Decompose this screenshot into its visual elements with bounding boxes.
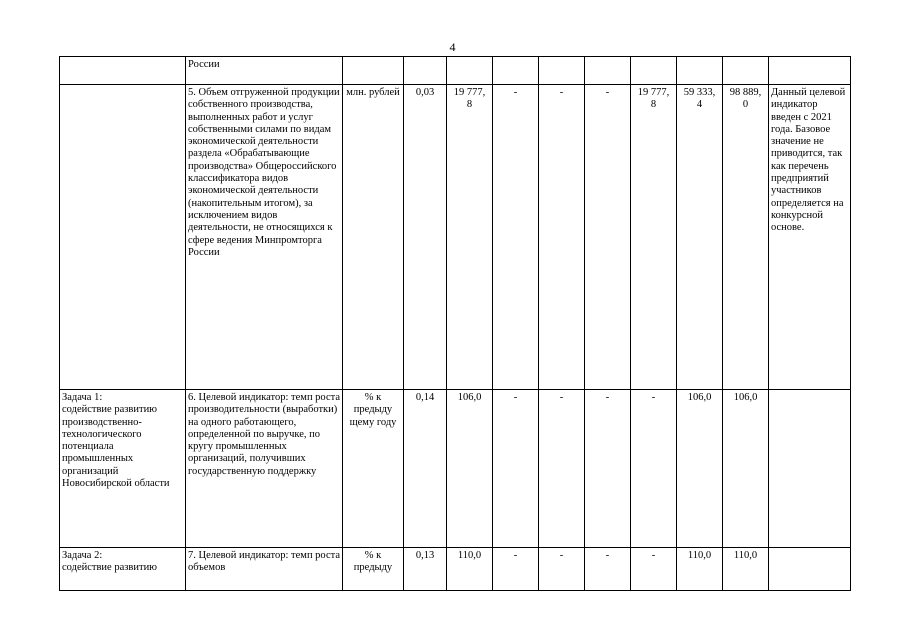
table-row xyxy=(60,548,851,591)
value-cell xyxy=(677,57,723,85)
unit-cell: % к предыду xyxy=(343,548,404,591)
value-cell xyxy=(493,57,539,85)
value-cell: 110,0 xyxy=(723,548,769,591)
table-row xyxy=(60,390,851,548)
unit-cell xyxy=(343,57,404,85)
value-cell: - xyxy=(493,85,539,390)
task-cell: Задача 1: содействие развитию производственно-технологического потенциала промышленных организаций Новосибирской области xyxy=(60,390,186,548)
value-cell: - xyxy=(539,548,585,591)
value-cell: - xyxy=(631,390,677,548)
value-cell: 19 777, 8 xyxy=(447,85,493,390)
value-cell: 110,0 xyxy=(447,548,493,591)
value-cell: 98 889, 0 xyxy=(723,85,769,390)
indicator-cell: 6. Целевой индикатор: темп роста производительности (выработки) на одного работающего, определенной по выручке, по кругу промышленных организаций, получивших государственную поддержку xyxy=(186,390,343,548)
weight-cell: 0,03 xyxy=(404,85,447,390)
table-row xyxy=(60,57,851,85)
value-cell: 19 777, 8 xyxy=(631,85,677,390)
indicators-table xyxy=(59,56,851,591)
value-cell: - xyxy=(539,85,585,390)
note-cell xyxy=(769,548,851,591)
value-cell: - xyxy=(493,548,539,591)
value-cell xyxy=(539,57,585,85)
value-cell: - xyxy=(631,548,677,591)
table-row xyxy=(60,85,851,390)
weight-cell xyxy=(404,57,447,85)
value-cell: - xyxy=(493,390,539,548)
page-number: 4 xyxy=(449,40,456,54)
note-cell xyxy=(769,390,851,548)
value-cell: - xyxy=(585,85,631,390)
value-cell xyxy=(723,57,769,85)
unit-cell: % к предыду щему году xyxy=(343,390,404,548)
task-cell xyxy=(60,85,186,390)
weight-cell: 0,14 xyxy=(404,390,447,548)
value-cell xyxy=(585,57,631,85)
note-cell: Данный целевой индикатор введен с 2021 года. Базовое значение не приводится, так как перечень предприятий участников определяется на конкурсной основе. xyxy=(769,85,851,390)
unit-cell: млн. рублей xyxy=(343,85,404,390)
value-cell: - xyxy=(585,390,631,548)
note-cell xyxy=(769,57,851,85)
indicator-cell: России xyxy=(186,57,343,85)
value-cell: - xyxy=(539,390,585,548)
value-cell: 110,0 xyxy=(677,548,723,591)
indicator-cell: 5. Объем отгруженной продукции собственного производства, выполненных работ и услуг собственными силами по видам экономической деятельности раздела «Обрабатывающие производства» Общероссийского классификатора видов экономической деятельности (накопительным итогом), за исключением видов деятельности, не относящихся к сфере ведения Минпромторга России xyxy=(186,85,343,390)
value-cell xyxy=(631,57,677,85)
value-cell xyxy=(447,57,493,85)
task-cell xyxy=(60,57,186,85)
weight-cell: 0,13 xyxy=(404,548,447,591)
value-cell: 106,0 xyxy=(677,390,723,548)
value-cell: 106,0 xyxy=(447,390,493,548)
value-cell: 106,0 xyxy=(723,390,769,548)
value-cell: 59 333, 4 xyxy=(677,85,723,390)
indicator-cell: 7. Целевой индикатор: темп роста объемов xyxy=(186,548,343,591)
task-cell: Задача 2: содействие развитию xyxy=(60,548,186,591)
value-cell: - xyxy=(585,548,631,591)
